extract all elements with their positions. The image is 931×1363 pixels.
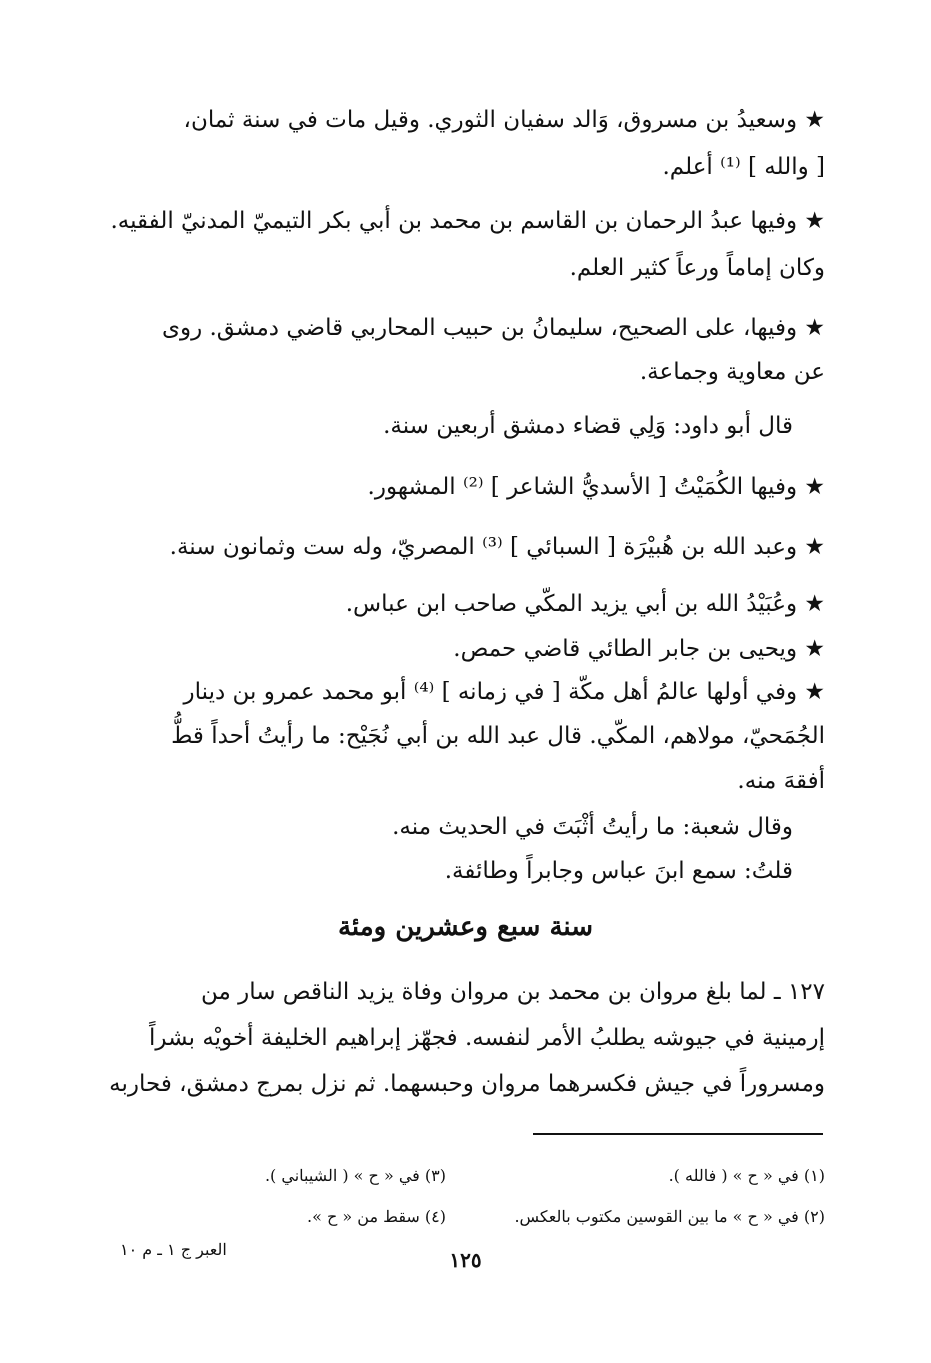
footnote: (٤) سقط من « ح ».: [307, 1207, 446, 1226]
text-line: أفقهَ منه.: [737, 768, 825, 794]
text-line: إرمينية في جيوشه يطلبُ الأمر لنفسه. فجهّز إبراهيم الخليفة أخويْه بشراً: [149, 1025, 825, 1051]
text-line: ★ وسعيدُ بن مسروق، وَالد سفيان الثوري. وقيل مات في سنة ثمان،: [183, 107, 825, 133]
footnote: (٣) في « ح » ( الشيباني ).: [264, 1166, 446, 1185]
page-number: ١٢٥: [449, 1248, 482, 1272]
text-line: عن معاوية وجماعة.: [639, 359, 825, 385]
footnote: (١) في « ح » ( فالله ).: [668, 1166, 825, 1185]
footnote-divider: [533, 1133, 823, 1135]
text-line: قال أبو داود: وَلِي قضاء دمشق أربعين سنة.: [383, 413, 793, 439]
text-line: ★ ويحيى بن جابر الطائي قاضي حمص.: [453, 636, 825, 662]
text-line: ★ وفي أولها عالمُ أهل مكّة [ في زمانه ] ⁽⁴⁾ أبو محمد عمرو بن دينار: [183, 679, 825, 705]
text-line: الجُمَحيّ، مولاهم، المكّي. قال عبد الله بن أبي نُجَيْح: ما رأيتُ أحداً قطُّ: [171, 723, 825, 749]
text-line: ★ وفيها عبدُ الرحمان بن القاسم بن محمد بن أبي بكر التيميّ المدنيّ الفقيه.: [110, 208, 825, 234]
signature-mark: العبر ج ١ ـ م ١٠: [120, 1240, 227, 1259]
footnote: (٢) في « ح » ما بين القوسين مكتوب بالعكس.: [514, 1207, 825, 1226]
text-line: وكان إماماً ورعاً كثير العلم.: [569, 255, 825, 281]
text-line: وقال شعبة: ما رأيتُ أثْبَتَ في الحديث منه.: [392, 814, 793, 840]
text-line: ★ وعبد الله بن هُبيْرَة [ السبائي ] ⁽³⁾ المصريّ، وله ست وثمانون سنة.: [169, 534, 825, 560]
text-line: ★ وعُبَيْدُ الله بن أبي يزيد المكّي صاحب ابن عباس.: [345, 591, 825, 617]
text-line: قلتُ: سمع ابنَ عباس وجابراً وطائفة.: [444, 858, 793, 884]
text-line: ★ وفيها، على الصحيح، سليمانُ بن حبيب المحاربي قاضي دمشق. روى: [161, 315, 825, 341]
text-line: ١٢٧ ـ لما بلغ مروان بن محمد بن مروان وفاة يزيد الناقص سار من: [200, 979, 825, 1005]
section-heading: سنة سبع وعشرين ومئة: [337, 912, 594, 942]
text-line: ومسروراً في جيش فكسرهما مروان وحبسهما. ثم نزل بمرج دمشق، فحاربه: [109, 1071, 825, 1097]
text-line: [ والله ] ⁽¹⁾ أعلم.: [662, 154, 825, 180]
text-line: ★ وفيها الكُمَيْتُ [ الأسديُّ الشاعر ] ⁽²⁾ المشهور.: [367, 474, 825, 500]
